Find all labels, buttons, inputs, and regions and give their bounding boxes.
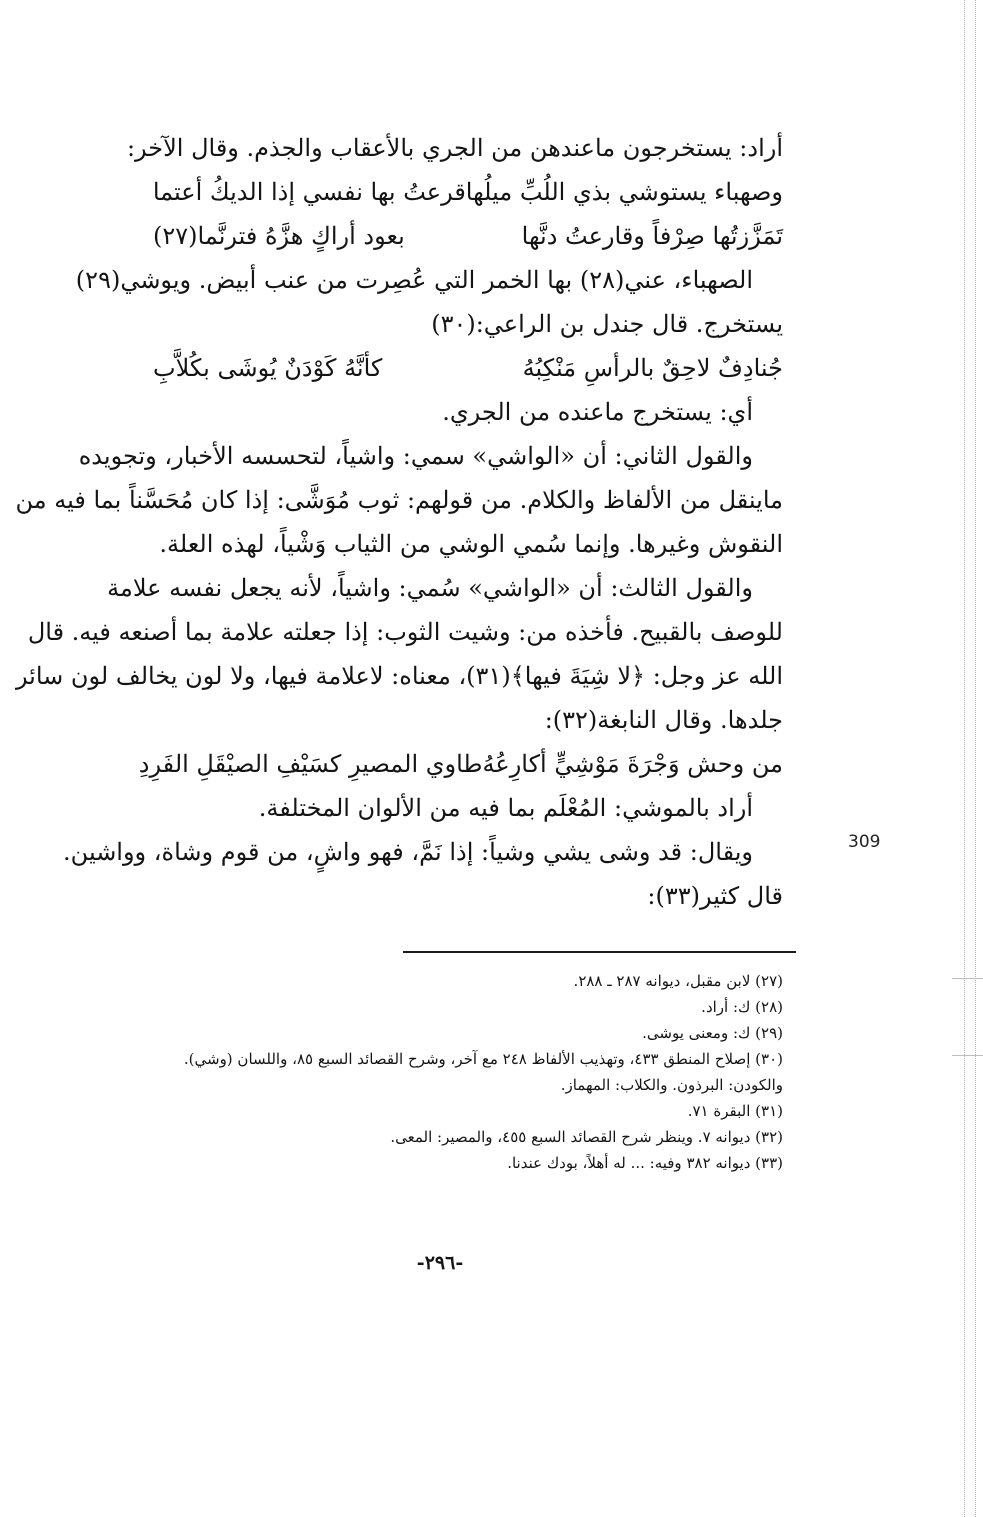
- verse-first-hemistich: من وحش وَجْرَةَ مَوْشِيٍّ أكارِعُهُ: [482, 750, 783, 778]
- text-line: قال كثير(٣٣):: [647, 882, 783, 910]
- text-line: ماينقل من الألفاظ والكلام. من قولهم: ثوب مُوَشَّى: إذا كان مُحَسَّناً بما فيه من: [15, 486, 783, 514]
- verse-second-hemistich: بعود أراكٍ هزَّهُ فترنَّما(٢٧): [153, 222, 405, 250]
- verse-line: [153, 214, 783, 258]
- footnote: (٣٣) ديوانه ٣٨٢ وفيه: ... له أهلاً، بودك عندنا.: [507, 1154, 783, 1172]
- main-text: [15, 126, 783, 918]
- footnote: (٣١) البقرة ٧١.: [687, 1102, 783, 1120]
- text-line: النقوش وغيرها. وإنما سُمي الوشي من الثياب وَشْياً، لهذه العلة.: [159, 530, 783, 558]
- text-line: والقول الثاني: أن «الواشي» سمي: واشياً، لتحسسه الأخبار، وتجويده: [78, 442, 753, 470]
- scan-margin-line: [964, 0, 965, 1517]
- verse-first-hemistich: تَمَزَّزتُها صِرْفاً وقارعتُ دنَّها: [521, 222, 783, 250]
- footnote: (٣٠) إصلاح المنطق ٤٣٣، وتهذيب الألفاظ ٢٤٨ مع آخر، وشرح القصائد السبع ٨٥، واللسان (وشي).: [183, 1050, 783, 1068]
- scan-margin-line: [975, 0, 976, 1517]
- text-line: أراد: يستخرجون ماعندهن من الجري بالأعقاب والجذم. وقال الآخر:: [126, 134, 783, 162]
- verse-second-hemistich: طاوي المصيرِ كسَيْفِ الصيْقَلِ الفَرِدِ: [138, 750, 483, 778]
- verse-first-hemistich: وصهباء يستوشي بذي اللُبِّ ميلُها: [465, 178, 783, 206]
- text-line: والقول الثالث: أن «الواشي» سُمي: واشياً، لأنه يجعل نفسه علامة: [107, 574, 753, 602]
- verse-line: [153, 170, 783, 214]
- text-line: جلدها. وقال النابغة(٣٢):: [544, 706, 783, 734]
- footnote-separator: [403, 951, 796, 953]
- footnote: والكودن: البرذون. والكلاب: المهماز.: [560, 1076, 783, 1094]
- page-number: -٢٩٦-: [416, 1252, 464, 1274]
- verse-line: [153, 346, 783, 390]
- verse-second-hemistich: كأنَّهُ كَوْدَنٌ يُوشَى بكُلاَّبِ: [153, 354, 383, 382]
- verse-line: [138, 742, 783, 786]
- scan-margin-tick: [952, 978, 983, 979]
- footnote: (٣٢) ديوانه ٧. وينظر شرح القصائد السبع ٤٥٥، والمصير: المعى.: [390, 1128, 783, 1146]
- text-line: للوصف بالقبيح. فأخذه من: وشيت الثوب: إذا جعلته علامة بما أصنعه فيه. قال: [27, 618, 783, 646]
- scan-margin-tick: [952, 1055, 983, 1056]
- text-line: أراد بالموشي: المُعْلَم بما فيه من الألوان المختلفة.: [258, 794, 753, 822]
- text-line: الله عز وجل: ﴿لا شِيَةَ فيها﴾(٣١)، معناه: لاعلامة فيها، ولا لون يخالف لون سائر: [15, 662, 783, 690]
- verse-first-hemistich: جُنادِفٌ لاحِقٌ بالرأسِ مَنْكِبُهُ: [522, 354, 783, 382]
- text-line: يستخرج. قال جندل بن الراعي:(٣٠): [431, 310, 783, 338]
- footnotes: [163, 968, 783, 1176]
- footnote: (٢٨) ك: أراد.: [701, 998, 783, 1016]
- footnote: (٢٧) لابن مقبل، ديوانه ٢٨٧ ـ ٢٨٨.: [573, 972, 783, 990]
- text-line: الصهباء، عني(٢٨) بها الخمر التي عُصِرت من عنب أبيض. ويوشي(٢٩): [75, 266, 753, 294]
- footnote: (٢٩) ك: ومعنى يوشى.: [642, 1024, 783, 1042]
- original-page-number: 309: [848, 832, 881, 852]
- text-line: أي: يستخرج ماعنده من الجري.: [442, 398, 753, 426]
- text-line: ويقال: قد وشى يشي وشياً: إذا نَمَّ، فهو واشٍ، من قوم وشاة، وواشين.: [63, 838, 753, 866]
- verse-second-hemistich: قرعتُ بها نفسي إذا الديكُ أعتما: [152, 178, 466, 206]
